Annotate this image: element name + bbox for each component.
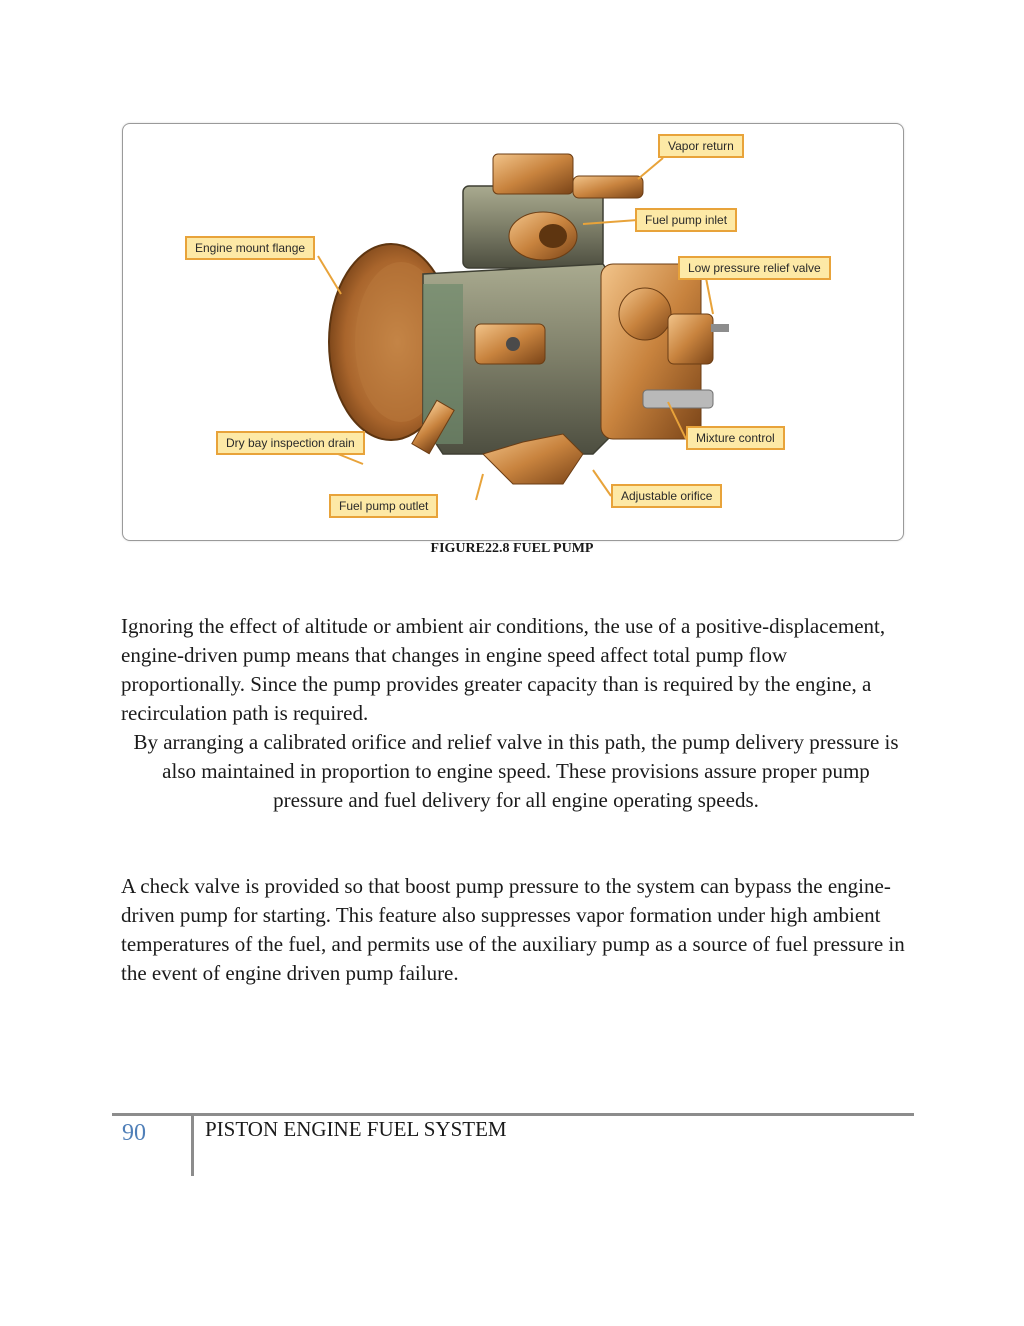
callout-vapor-return: Vapor return bbox=[658, 134, 744, 158]
callout-dry-bay-inspection-drain: Dry bay inspection drain bbox=[216, 431, 365, 455]
footer-vertical-divider bbox=[191, 1113, 194, 1176]
running-title: PISTON ENGINE FUEL SYSTEM bbox=[205, 1117, 507, 1141]
callout-fuel-pump-inlet: Fuel pump inlet bbox=[635, 208, 737, 232]
callout-engine-mount-flange: Engine mount flange bbox=[185, 236, 315, 260]
callout-mixture-control: Mixture control bbox=[686, 426, 785, 450]
page-number: 90 bbox=[122, 1120, 146, 1146]
figure-frame bbox=[122, 123, 904, 541]
paragraph-1: Ignoring the effect of altitude or ambient air conditions, the use of a positive-displacement, engine-driven pump means that changes in engine speed affect total pump flow proportionally. Since the pump provides greater capacity than is required by the engine, a recirculation path is required. bbox=[121, 614, 886, 725]
callout-adjustable-orifice: Adjustable orifice bbox=[611, 484, 722, 508]
footer-divider bbox=[112, 1113, 914, 1116]
figure-caption: FIGURE22.8 FUEL PUMP bbox=[430, 541, 594, 556]
paragraph-3: A check valve is provided so that boost pump pressure to the system can bypass the engine-driven pump for starting. This feature also suppresses vapor formation under high ambient temperatures of the fuel, and permits use of the auxiliary pump as a source of fuel pressure in the event of engine driven pump failure. bbox=[121, 874, 905, 985]
callout-fuel-pump-outlet: Fuel pump outlet bbox=[329, 494, 438, 518]
paragraph-2: By arranging a calibrated orifice and relief valve in this path, the pump delivery pressure is also maintained in proportion to engine speed. These provisions assure proper pump pressure and fuel delivery for all engine operating speeds. bbox=[133, 730, 899, 812]
fuel-pump-illustration bbox=[123, 124, 903, 540]
callout-low-pressure-relief-valve: Low pressure relief valve bbox=[678, 256, 831, 280]
